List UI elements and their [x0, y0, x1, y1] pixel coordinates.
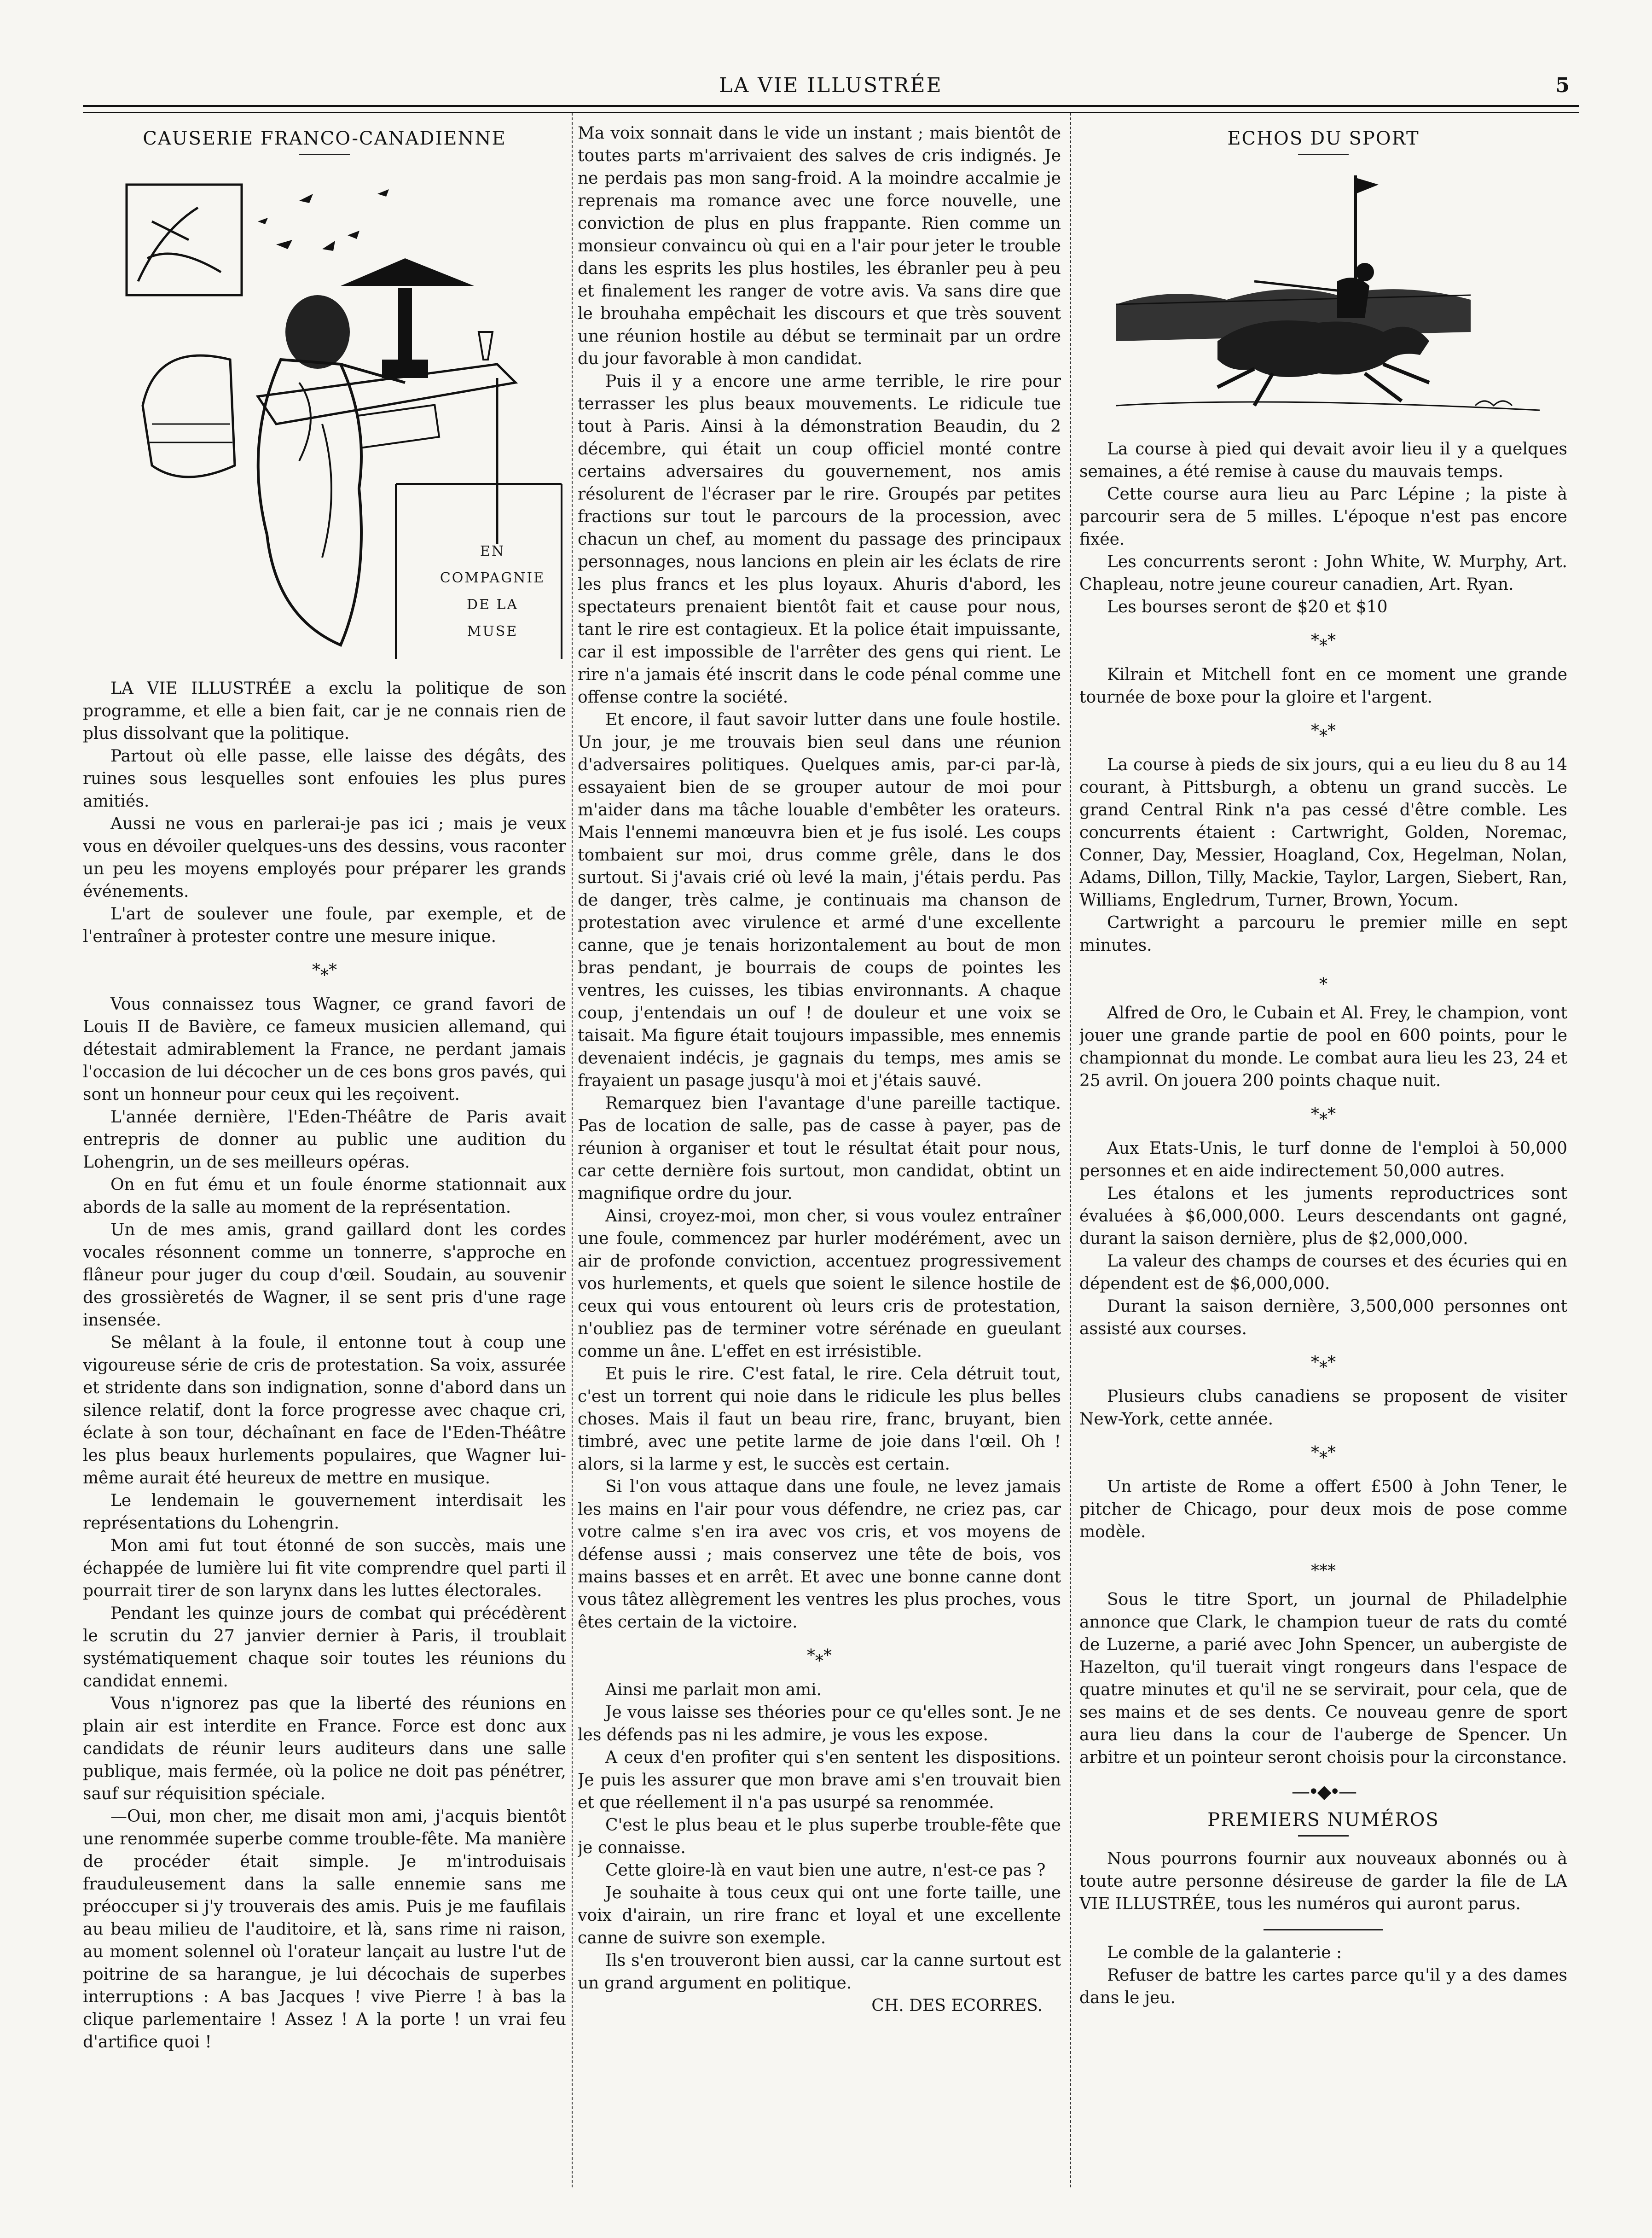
jockey-on-horse-drawing	[1079, 166, 1567, 424]
caption-line: COMPAGNIE	[440, 570, 545, 586]
paragraph: Refuser de battre les cartes parce qu'il y a des dames dans le jeu.	[1079, 1966, 1567, 2007]
paragraph: L'art de soulever une foule, par exemple, et de l'entraîner à protester contre une mesure inique.	[83, 905, 566, 946]
column-divider	[572, 113, 573, 2187]
paragraph: Le comble de la galanterie :	[1107, 1943, 1342, 1962]
paragraph: Ma voix sonnait dans le vide un instant ; mais bientôt de toutes parts m'arrivaient des salves de cris indignés. Je ne perdais pas mon sang-froid. A la moindre accalmie je reprenais ma romance avec une force nouvelle, une conviction de plus en plus frappante. Rien comme un monsieur convaincu où qui en a l'air pour jeter le trouble dans les esprits les plus hostiles, les ébranler peu à peu et finalement les ranger de votre avis. Va sans dire que le brouhaha empêchait les discours et que très souvent une réunion hostile au début se terminait par un ordre du jour favorable à mon candidat.	[578, 124, 1061, 368]
section-stars: ⁎	[1319, 970, 1327, 988]
column-echos-du-sport	[1079, 122, 1567, 2183]
paragraph: Si l'on vous attaque dans une foule, ne levez jamais les mains en l'air pour vous défendre, ne criez pas, car votre calme s'en ira avec vos cris, et vos moyens de défense aussi ; mais conservez une tête de bois, vos mains basses et en arrêt. Et avec une bonne canne dont vous tâtez allègrement les ventres les plus proches, vous êtes certain de la victoire.	[578, 1477, 1061, 1632]
paragraph: Ainsi me parlait mon ami.	[605, 1680, 822, 1699]
illustration-caption	[433, 538, 552, 645]
paragraph: Durant la saison dernière, 3,500,000 personnes ont assisté aux courses.	[1079, 1297, 1567, 1338]
paragraph: Cette course aura lieu au Parc Lépine ; la piste à parcourir sera de 5 milles. L'époque n'est pas encore fixée.	[1079, 485, 1567, 549]
paragraph: La valeur des champs de courses et des écuries qui en dépendent est de $6,000,000.	[1079, 1252, 1567, 1293]
caption-line: EN	[480, 543, 505, 559]
column-causerie-continued	[578, 122, 1061, 2183]
paragraph: LA VIE ILLUSTRÉE a exclu la politique de son programme, et elle a bien fait, car je ne connais rien de plus dissolvant que la politique.	[83, 679, 566, 743]
caption-line: DE LA	[466, 597, 519, 613]
paragraph: Kilrain et Mitchell font en ce moment une grande tournée de boxe pour la gloire et l'argent.	[1079, 665, 1567, 707]
section-stars: ⁎⁎⁎	[1311, 1556, 1336, 1575]
paragraph: Partout où elle passe, elle laisse des dégâts, des ruines sous lesquelles sont enfouies les plus pures amitiés.	[83, 747, 566, 811]
heading-rule	[299, 154, 350, 155]
muse-illustration	[83, 166, 566, 663]
heading-rule	[1298, 1835, 1349, 1837]
paragraph: Les bourses seront de $20 et $10	[1107, 598, 1388, 616]
page-number: 5	[1555, 74, 1570, 97]
ornament-divider: —•◆•—	[1292, 1781, 1355, 1802]
paragraph: Se mêlant à la foule, il entonne tout à coup une vigoureuse série de cris de protestation. Sa voix, assurée et stridente dans son indignation, sonne d'abord dans un silence relatif, dont la force progresse avec chaque cri, éclate à son tour, déchaînant en face de l'Eden-Théâtre les plus beaux hurlements populaires, que Wagner lui-même aurait été heureux de mettre en musique.	[83, 1333, 566, 1488]
paragraph: Les concurrents seront : John White, W. Murphy, Art. Chapleau, notre jeune coureur canadien, Art. Ryan.	[1079, 552, 1567, 594]
paragraph: Vous n'ignorez pas que la liberté des réunions en plain air est interdite en France. Force est donc aux candidats de réunir leurs auditeurs dans une salle publique, mais fermée, où la police ne doit pas pénétrer, sauf sur réquisition spéciale.	[83, 1694, 566, 1803]
paragraph: Sous le titre Sport, un journal de Philadelphie annonce que Clark, le champion tueur de rats du comté de Luzerne, a parié avec John Spencer, un aubergiste de Hazelton, qu'il tuerait vingt rongeurs dans l'espace de quatre minutes et qu'il ne se servirait, pour cela, que de ses mains et de ses dents. Ce nouveau genre de sport aura lieu dans la cour de l'auberge de Spencer. Un arbitre et un pointeur seront choisis pour la circonstance.	[1079, 1590, 1567, 1767]
paragraph: Un de mes amis, grand gaillard dont les cordes vocales résonnent comme un tonnerre, s'approche en flâneur pour juger du coup d'œil. Soudain, au souvenir des grossièretés de Wagner, il se sent pris d'une rage insensée.	[83, 1221, 566, 1330]
paragraph: Les étalons et les juments reproductrices sont évaluées à $6,000,000. Leurs descendants ont gagné, durant la saison dernière, plus de $2,000,000.	[1079, 1184, 1567, 1248]
paragraph: Je vous laisse ses théories pour ce qu'elles sont. Je ne les défends pas ni les admire, je vous les expose.	[578, 1703, 1061, 1744]
paragraph: Aussi ne vous en parlerai-je pas ici ; mais je veux vous en dévoiler quelques-uns des dessins, vous raconter un peu les moyens employés pour préparer les grands événements.	[83, 814, 566, 901]
masthead-rule	[83, 105, 1579, 113]
paragraph: L'année dernière, l'Eden-Théâtre de Paris avait entrepris de donner au public une audition du Lohengrin, un de ses meilleurs opéras.	[83, 1108, 566, 1172]
paragraph: Je souhaite à tous ceux qui ont une forte taille, une voix d'airain, un rire franc et loyal et une excellente canne de suivre son exemple.	[578, 1883, 1061, 1947]
paragraph: A ceux d'en profiter qui s'en sentent les dispositions. Je puis les assurer que mon brave ami s'en trouvait bien et que réellement il n'a pas usurpé sa renommée.	[578, 1748, 1061, 1812]
section-stars: *⁎*	[1311, 631, 1336, 650]
section-stars: *⁎*	[312, 961, 337, 980]
paragraph: C'est le plus beau et le plus superbe trouble-fête que je connaisse.	[578, 1816, 1061, 1857]
column-divider	[1070, 113, 1071, 2187]
section-stars: *⁎*	[1311, 1353, 1336, 1372]
paragraph: Aux Etats-Unis, le turf donne de l'emploi à 50,000 personnes et en aide indirectement 50,000 autres.	[1079, 1139, 1567, 1180]
section-stars: *⁎*	[1311, 1443, 1336, 1462]
article-heading: CAUSERIE FRANCO-CANADIENNE	[143, 128, 506, 149]
paragraph: Mon ami fut tout étonné de son succès, mais une échappée de lumière lui fit vite comprendre quel parti il pourrait tirer de son larynx dans les luttes électorales.	[83, 1536, 566, 1600]
separator-rule	[1264, 1929, 1383, 1930]
paragraph: La course à pieds de six jours, qui a eu lieu du 8 au 14 courant, à Pittsburgh, a obtenu un grand succès. Le grand Central Rink n'a pas cessé d'être comble. Les concurrents étaient : Cartwright, Golden, Noremac, Conner, Day, Messier, Hoagland, Cox, Hegelman, Nolan, Adams, Dillon, Tilly, Mackie, Taylor, Largen, Siebert, Ran, Williams, Engledrum, Turner, Brown, Yocum.	[1079, 756, 1567, 910]
paragraph: La course à pied qui devait avoir lieu il y a quelques semaines, a été remise à cause du mauvais temps.	[1079, 440, 1567, 481]
paragraph: Nous pourrons fournir aux nouveaux abonnés ou à toute autre personne désireuse de garder la file de LA VIE ILLUSTRÉE, tous les numéros qui auront parus.	[1079, 1849, 1567, 1913]
section-stars: *⁎*	[1311, 1105, 1336, 1124]
horse-race-illustration	[1079, 166, 1567, 424]
author-signature: CH. DES ECORRES.	[871, 1996, 1043, 2015]
section-stars: *⁎*	[1311, 721, 1336, 740]
paragraph: Cartwright a parcouru le premier mille en sept minutes.	[1079, 913, 1567, 955]
masthead	[83, 74, 1579, 106]
heading-rule	[1298, 154, 1349, 155]
paragraph: Et puis le rire. C'est fatal, le rire. Cela détruit tout, c'est un torrent qui noie dans le ridicule les plus belles choses. Mais il faut un beau rire, franc, bruyant, bien timbré, avec une petite larme de joie dans l'œil. Oh ! alors, si la larme y est, le succès est certain.	[578, 1365, 1061, 1474]
paragraph: Un artiste de Rome a offert £500 à John Tener, le pitcher de Chicago, pour deux mois de pose comme modèle.	[1079, 1477, 1567, 1541]
paragraph: Remarquez bien l'avantage d'une pareille tactique. Pas de location de salle, pas de casse à payer, pas de réunion à organiser et tout le résultat était pour nous, car cette dernière fois surtout, mon candidat, obtint un magnifique ordre du jour.	[578, 1094, 1061, 1203]
paragraph: Et encore, il faut savoir lutter dans une foule hostile. Un jour, je me trouvais bien seul dans une réunion d'adversaires politiques. Quelques amis, par-ci par-là, essayaient bien de se grouper autour de moi pour m'aider dans ma tâche louable d'embêter les orateurs. Mais l'ennemi manœuvra bien et je fus isolé. Les coups tombaient sur moi, drus comme grêle, dans le dos surtout. Si j'avais crié où levé la main, j'étais perdu. Pas de danger, très calme, je continuais ma chanson de protestation avec virulence et armé d'une excellente canne, que je tenais horizontalement au bout de mon bras pendant, je bourrais de coups de pointes les ventres, les cuisses, les tibias environnants. A chaque coup, j'entendais un ouf ! de douleur et une voix se taisait. Ma figure était toujours impassible, mes ennemis devenaient indécis, je gagnais du temps, mes amis se frayaient un pasage jusqu'à moi et j'étais sauvé.	[578, 710, 1061, 1090]
section-heading: ECHOS DU SPORT	[1227, 128, 1420, 149]
paragraph: —Oui, mon cher, me disait mon ami, j'acquis bientôt une renommée superbe comme trouble-fête. Ma manière de procéder était simple. Je m'introduisais frauduleusement dans la salle ennemie sans me préoccuper si j'y trouverais des amis. Puis je me faufilais au beau milieu de l'auditoire, et là, sans rime ni raison, au moment solennel où l'orateur lançait au lustre l'ut de poitrine de sa harangue, je lui décochais de superbes interruptions : A bas Jacques ! vive Pierre ! à bas la clique parlementaire ! Assez ! A la porte ! un vrai feu d'artifice quoi !	[83, 1807, 566, 2052]
paragraph: Plusieurs clubs canadiens se proposent de visiter New-York, cette année.	[1079, 1387, 1567, 1429]
paragraph: Ils s'en trouveront bien aussi, car la canne surtout est un grand argument en politique.	[578, 1951, 1061, 1993]
paragraph: Pendant les quinze jours de combat qui précédèrent le scrutin du 27 janvier dernier à Paris, il troublait systématiquement chaque soir toutes les réunions du candidat ennemi.	[83, 1604, 566, 1691]
section-stars: *⁎*	[807, 1646, 832, 1665]
paragraph: Le lendemain le gouvernement interdisait les représentations du Lohengrin.	[83, 1491, 566, 1533]
section-heading: PREMIERS NUMÉROS	[1207, 1809, 1439, 1831]
paragraph: Ainsi, croyez-moi, mon cher, si vous voulez entraîner une foule, commencez par hurler modérément, avec un air de profonde conviction, accentuez progressivement vos hurlements, et quels que soient le silence hostile de ceux qui vous entourent où leurs cris de protestation, n'oubliez pas de terminer votre sérénade en gueulant comme un âne. L'effet en est irrésistible.	[578, 1207, 1061, 1361]
column-causerie	[83, 122, 566, 2183]
publication-title: LA VIE ILLUSTRÉE	[719, 74, 943, 97]
paragraph: On en fut ému et un foule énorme stationnait aux abords de la salle au moment de la représentation.	[83, 1175, 566, 1217]
paragraph: Cette gloire-là en vaut bien une autre, n'est-ce pas ?	[605, 1861, 1046, 1880]
caption-line: MUSE	[467, 623, 518, 639]
paragraph: Puis il y a encore une arme terrible, le rire pour terrasser les plus beaux mouvements. Le ridicule tue tout à Paris. Ainsi à la démonstration Beaudin, du 2 décembre, qui était un coup officiel monté contre certains adversaires du gouvernement, nos amis résolurent de l'écraser par le rire. Groupés par petites fractions sur tout le parcours de la procession, avec chacun un chef, au moment du passage des principaux personnages, nous lancions en plein air les éclats de rire les plus francs et les plus loyaux. Ahuris d'abord, les spectateurs prenaient bientôt fait et cause pour nous, tant le rire est contagieux. Et la police était impuissante, car il est impossible de l'arrêter des gens qui rient. Le rire n'a jamais été inscrit dans le code pénal comme une offense contre la société.	[578, 372, 1061, 707]
paragraph: Alfred de Oro, le Cubain et Al. Frey, le champion, vont jouer une grande partie de pool en 600 points, pour le championnat du monde. Le combat aura lieu les 23, 24 et 25 avril. On jouera 200 points chaque nuit.	[1079, 1004, 1567, 1090]
paragraph: Vous connaissez tous Wagner, ce grand favori de Louis II de Bavière, ce fameux musicien allemand, qui détestait admirablement la France, ne perdant jamais l'occasion de lui décocher un de ces bons gros pavés, qui sont un honneur pour ceux qui les reçoivent.	[83, 995, 566, 1104]
